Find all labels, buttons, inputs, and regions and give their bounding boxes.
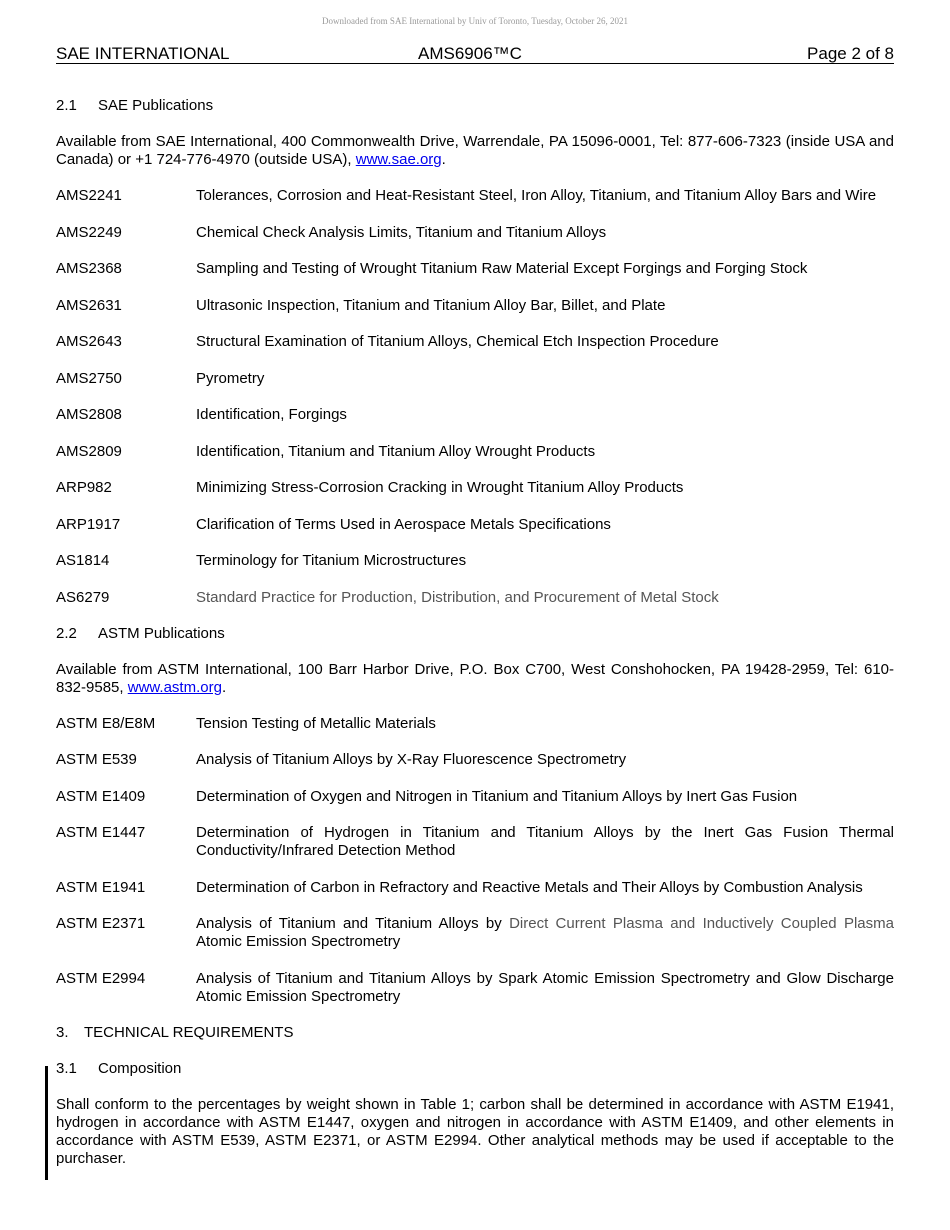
astm-intro-text: Available from ASTM International, 100 Barr Harbor Drive, P.O. Box C700, West Conshohocken, PA 19428-2959, Tel: 610-832-9585, xyxy=(56,660,894,696)
reference-row xyxy=(56,879,894,897)
section-heading-technical xyxy=(56,1024,894,1042)
reference-title: Ultrasonic Inspection, Titanium and Titanium Alloy Bar, Billet, and Plate xyxy=(196,296,666,314)
document-body xyxy=(56,97,894,1186)
reference-title: Tolerances, Corrosion and Heat-Resistant Steel, Iron Alloy, Titanium, and Titanium Alloy Bars and Wire xyxy=(196,187,877,204)
sae-intro-text: Available from SAE International, 400 Commonwealth Drive, Warrendale, PA 15096-0001, Tel: 877-606-7323 (inside USA and Canada) or +1 724-776-4970 (outside USA), xyxy=(56,133,894,168)
reference-row xyxy=(56,370,894,388)
reference-title: Structural Examination of Titanium Alloys, Chemical Etch Inspection Procedure xyxy=(196,333,719,350)
reference-title: Identification, Titanium and Titanium Alloy Wrought Products xyxy=(196,442,596,460)
reference-row xyxy=(56,751,894,769)
reference-title-part: Direct Current Plasma and Inductively Coupled Plasma xyxy=(509,915,894,932)
reference-row xyxy=(56,788,894,806)
reference-code: ASTM E1447 xyxy=(56,824,146,841)
reference-row xyxy=(56,516,894,534)
reference-code: ASTM E539 xyxy=(56,751,137,768)
reference-code: AS6279 xyxy=(56,588,110,606)
reference-title: Analysis of Titanium Alloys by X-Ray Fluorescence Spectrometry xyxy=(196,751,627,768)
section-title: Composition xyxy=(98,1059,182,1077)
reference-row xyxy=(56,406,894,424)
reference-code: ARP982 xyxy=(56,479,112,496)
sae-availability-paragraph xyxy=(56,133,894,169)
reference-row xyxy=(56,589,894,607)
astm-website-link[interactable]: www.astm.org xyxy=(127,678,222,696)
reference-title: Pyrometry xyxy=(196,369,265,387)
reference-code: AS1814 xyxy=(56,552,110,569)
document-number: AMS6906™C xyxy=(418,44,522,63)
reference-row xyxy=(56,715,894,733)
astm-intro-period: . xyxy=(221,678,227,696)
reference-title: Clarification of Terms Used in Aerospace Metals Specifications xyxy=(196,515,611,533)
reference-title: Chemical Check Analysis Limits, Titanium and Titanium Alloys xyxy=(196,223,607,241)
reference-row xyxy=(56,915,894,951)
reference-code: AMS2241 xyxy=(56,187,122,204)
reference-row xyxy=(56,970,894,1006)
section-heading-astm xyxy=(56,625,894,643)
reference-title xyxy=(196,915,894,951)
sae-intro-period: . xyxy=(441,151,446,168)
reference-row xyxy=(56,443,894,461)
reference-title: Analysis of Titanium and Titanium Alloys by Spark Atomic Emission Spectrometry and Glow Discharge Atomic Emission Spectrometry xyxy=(196,969,894,1005)
section-title: SAE Publications xyxy=(98,97,214,114)
revision-bar xyxy=(45,1066,48,1180)
section-title: TECHNICAL REQUIREMENTS xyxy=(84,1023,294,1041)
reference-code: ARP1917 xyxy=(56,515,121,533)
section-number: 3. xyxy=(56,1023,69,1041)
page-number: Page 2 of 8 xyxy=(807,44,894,63)
reference-code: AMS2368 xyxy=(56,260,122,277)
reference-row xyxy=(56,333,894,351)
reference-row xyxy=(56,224,894,242)
reference-title: Identification, Forgings xyxy=(196,406,347,423)
reference-title: Standard Practice for Production, Distribution, and Procurement of Metal Stock xyxy=(196,588,719,606)
reference-title-part: Analysis of Titanium and Titanium Alloys by xyxy=(196,915,510,932)
reference-code: ASTM E1409 xyxy=(56,787,146,805)
reference-row xyxy=(56,297,894,315)
reference-row xyxy=(56,260,894,278)
reference-title: Minimizing Stress-Corrosion Cracking in Wrought Titanium Alloy Products xyxy=(196,479,684,496)
reference-title: Tension Testing of Metallic Materials xyxy=(196,714,436,732)
reference-row xyxy=(56,187,894,205)
section-heading-composition xyxy=(56,1060,894,1078)
section-heading-sae xyxy=(56,97,894,115)
reference-code: AMS2809 xyxy=(56,442,122,460)
astm-availability-paragraph xyxy=(56,661,894,697)
reference-code: AMS2249 xyxy=(56,223,122,241)
sae-website-link[interactable]: www.sae.org xyxy=(355,151,442,168)
reference-title: Terminology for Titanium Microstructures xyxy=(196,552,467,569)
section-number: 2.1 xyxy=(56,97,77,114)
composition-paragraph: Shall conform to the percentages by weight shown in Table 1; carbon shall be determined in accordance with ASTM E1941, hydrogen in accordance with ASTM E1447, oxygen and nitrogen in accordance with ASTM E1409, and other elements in accordance with ASTM E539, ASTM E2371, or ASTM E2994. Other analytical methods may be used if acceptable to the purchaser. xyxy=(56,1095,894,1167)
section-number: 3.1 xyxy=(56,1059,77,1077)
reference-title-part: Atomic Emission Spectrometry xyxy=(196,933,401,950)
reference-code: ASTM E2994 xyxy=(56,969,146,987)
reference-row xyxy=(56,824,894,860)
reference-code: AMS2750 xyxy=(56,369,122,387)
reference-title: Determination of Hydrogen in Titanium and Titanium Alloys by the Inert Gas Fusion Thermal Conductivity/Infrared Detection Method xyxy=(196,824,894,859)
reference-row xyxy=(56,479,894,497)
publisher-name: SAE INTERNATIONAL xyxy=(56,44,230,63)
reference-title: Sampling and Testing of Wrought Titanium Raw Material Except Forgings and Forging Stock xyxy=(196,260,808,277)
reference-code: AMS2808 xyxy=(56,406,122,423)
reference-title: Determination of Carbon in Refractory and Reactive Metals and Their Alloys by Combustion Analysis xyxy=(196,878,863,896)
reference-code: ASTM E8/E8M xyxy=(56,714,156,732)
download-watermark: Downloaded from SAE International by Univ of Toronto, Tuesday, October 26, 2021 xyxy=(321,16,629,26)
reference-title: Determination of Oxygen and Nitrogen in Titanium and Titanium Alloys by Inert Gas Fusion xyxy=(196,787,798,805)
reference-row xyxy=(56,552,894,570)
reference-code: ASTM E1941 xyxy=(56,878,146,896)
page-header xyxy=(56,44,894,64)
section-number: 2.2 xyxy=(56,624,77,642)
section-title: ASTM Publications xyxy=(98,624,225,642)
reference-code: AMS2643 xyxy=(56,333,122,350)
reference-code: AMS2631 xyxy=(56,296,122,314)
reference-code: ASTM E2371 xyxy=(56,915,146,932)
